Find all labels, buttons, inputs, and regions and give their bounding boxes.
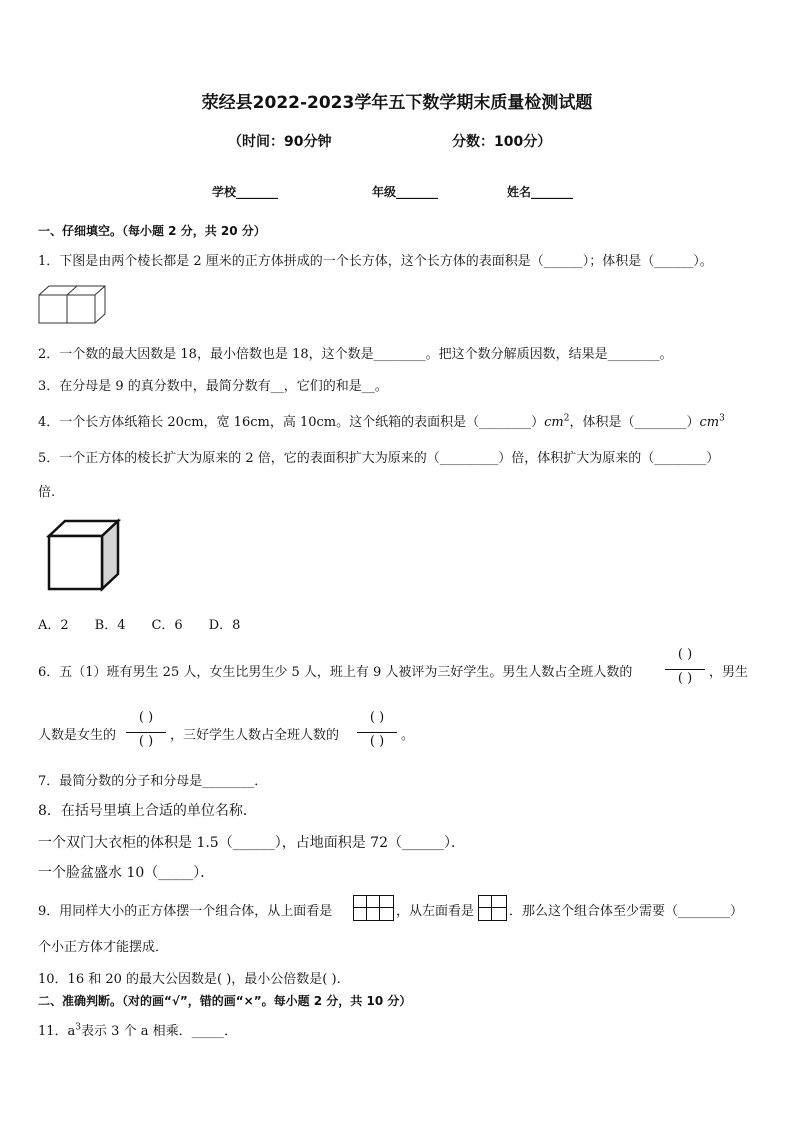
question-1: 1．下图是由两个棱长都是 2 厘米的正方体拼成的一个长方体，这个长方体的表面积是（______）；体积是（______）。 <box>38 254 713 269</box>
question-5: 5．一个正方体的棱长扩大为原来的 2 倍，它的表面积扩大为原来的（_________）倍，体积扩大为原来的（________） <box>38 451 720 466</box>
question-4-unit-volume: cm <box>699 415 720 430</box>
question-4-middle: ，体积是（________） <box>569 415 700 430</box>
fraction-blank-boys-of-girls <box>123 710 169 754</box>
question-2: 2．一个数的最大因数是 18，最小倍数也是 18，这个数是________。把这个数分解质因数，结果是________。 <box>38 347 673 362</box>
cube-figure <box>46 518 122 592</box>
denominator-blank: ( ) <box>677 671 693 686</box>
question-9-part3: ．那么这个组合体至少需要（________） <box>509 904 744 919</box>
numerator-blank: ( ) <box>369 710 385 725</box>
section-2-heading: 二、准确判断。（对的画“√”，错的画“×”。每小题 2 分，共 10 分） <box>38 994 412 1008</box>
question-3: 3．在分母是 9 的真分数中，最简分数有__，它们的和是__。 <box>38 379 388 394</box>
top-view-figure <box>353 895 394 921</box>
page-title: 荥经县2022-2023学年五下数学期末质量检测试题 <box>201 93 593 113</box>
fraction-bar <box>665 669 705 670</box>
denominator-blank: ( ) <box>138 734 154 749</box>
question-9-part1: 9．用同样大小的正方体摆一个组合体，从上面看是 <box>38 904 333 919</box>
question-7: 7．最简分数的分子和分母是________． <box>38 774 268 789</box>
section-1-heading: 一、仔细填空。（每小题 2 分，共 20 分） <box>38 224 266 238</box>
question-6-part5: 。 <box>401 728 415 743</box>
numerator-blank: ( ) <box>677 647 693 662</box>
fraction-bar <box>357 732 397 733</box>
question-11-exponent: 3 <box>75 1022 82 1033</box>
question-5-options: A．2 B．4 C．6 D．8 <box>38 618 241 633</box>
denominator-blank: ( ) <box>369 734 385 749</box>
fraction-bar <box>126 732 166 733</box>
question-4 <box>38 411 725 430</box>
question-6-part4: ，三好学生人数占全班人数的 <box>170 728 340 743</box>
grade-field: 年级_______ <box>372 185 439 199</box>
question-11-text: 表示 3 个 a 相乘．_____． <box>81 1024 238 1039</box>
question-8-item-1: 一个双门大衣柜的体积是 1.5（______），占地面积是 72（______）． <box>38 835 465 851</box>
cuboid-figure <box>38 285 108 325</box>
question-6-part1: 6．五（1）班有男生 25 人，女生比男生少 5 人，班上有 9 人被评为三好学生。男生人数占全班人数的 <box>38 665 633 680</box>
question-8-item-2: 一个脸盆盛水 10（_____）． <box>38 865 215 881</box>
name-field: 姓名_______ <box>507 185 574 199</box>
question-11 <box>38 1020 237 1039</box>
question-10: 10．16 和 20 的最大公因数是( )，最小公倍数是( ). <box>38 972 341 987</box>
exam-time: （时间：90分钟 <box>228 134 332 150</box>
numerator-blank: ( ) <box>138 710 154 725</box>
exam-score: 分数：100分） <box>452 134 552 150</box>
left-view-figure <box>478 895 507 921</box>
question-4-unit-area: cm <box>544 415 564 430</box>
question-5-continued: 倍. <box>38 485 56 500</box>
question-6-part3: 人数是女生的 <box>38 728 117 743</box>
question-4-unit-area-power: 2 <box>563 413 570 424</box>
question-11-prefix: 11．a <box>38 1024 76 1039</box>
school-field: 学校_______ <box>212 185 279 199</box>
fraction-blank-boys-of-class <box>662 647 708 691</box>
question-4-text: 4．一个长方体纸箱长 20cm，宽 16cm，高 10cm。这个纸箱的表面积是（________） <box>38 415 545 430</box>
fraction-blank-merit-of-class <box>354 710 400 754</box>
question-4-unit-volume-power: 3 <box>719 413 725 424</box>
question-8: 8．在括号里填上合适的单位名称． <box>38 803 257 819</box>
question-9-part2: ，从左面看是 <box>396 904 475 919</box>
question-9-continued: 个小正方体才能摆成． <box>38 940 169 955</box>
question-6-part2: ，男生 <box>709 665 749 680</box>
